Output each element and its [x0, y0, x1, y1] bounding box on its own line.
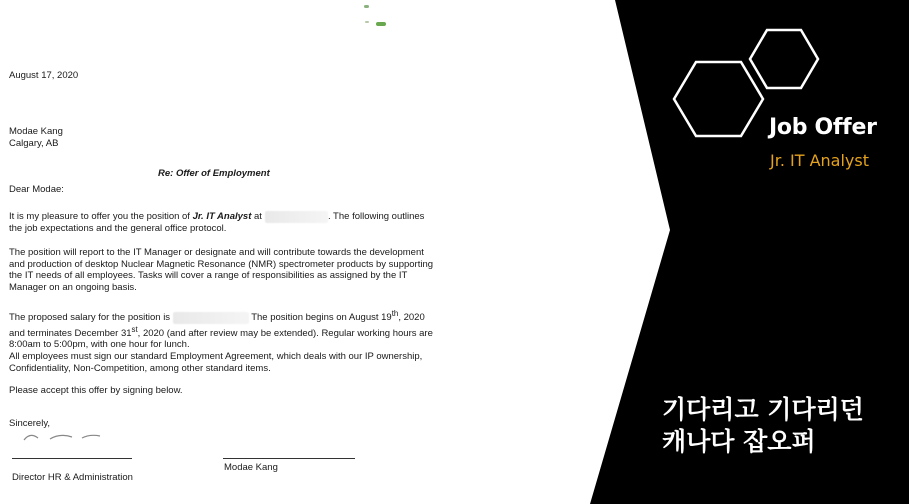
letter-subject: Re: Offer of Employment: [158, 168, 270, 179]
salutation: Dear Modae:: [9, 184, 64, 195]
recipient-address: [9, 126, 439, 149]
signature-scribble: [20, 428, 130, 446]
signee-name: Modae Kang: [224, 462, 278, 473]
signature-line-sender: [12, 458, 132, 459]
paragraph-agreement: All employees must sign our standard Employment Agreement, which deals with our IP ownership, Confidentiality, Non-Competition, among other standard items.: [9, 351, 423, 374]
korean-caption-line1: 기다리고 기다리던: [662, 395, 864, 424]
korean-caption-line2: 캐나다 잡오퍼: [662, 427, 816, 456]
korean-caption: [662, 394, 864, 458]
paragraph-duties: The position will report to the IT Manager or designate and will contribute towards the development and production of desktop Nuclear Magnetic Resonance (NMR) spectrometer products by supporting the IT needs of all employees. Tasks will cover a range of responsibilities as assigned by the IT Manager on an ongoing basis.: [9, 247, 434, 293]
position-title: Jr. IT Analyst: [192, 211, 252, 222]
recipient-city: Calgary, AB: [9, 137, 59, 149]
redacted-salary: [173, 312, 249, 324]
redacted-company: [265, 211, 328, 223]
panel-subtitle: Jr. IT Analyst: [770, 151, 869, 170]
paragraph-accept: Please accept this offer by signing below.: [9, 385, 183, 396]
paragraph-position: It is my pleasure to offer you the position of Jr. IT Analyst at . The following outlines the job expectations and the general office protocol.: [9, 211, 425, 234]
signature-line-recipient: [223, 458, 355, 459]
panel-title: Job Offer: [769, 115, 877, 140]
paragraph-salary: The proposed salary for the position is The position begins on August 19th, 2020 and terminates December 31st, 2020 (and after review may be extended). Regular working hours are 8:00am to 5:00pm, with one hour for lunch.: [9, 309, 433, 351]
recipient-name: Modae Kang: [9, 126, 63, 137]
letter-date: August 17, 2020: [9, 70, 79, 81]
closing: Sincerely,: [9, 418, 51, 429]
signer-title: Director HR & Administration: [12, 472, 133, 483]
